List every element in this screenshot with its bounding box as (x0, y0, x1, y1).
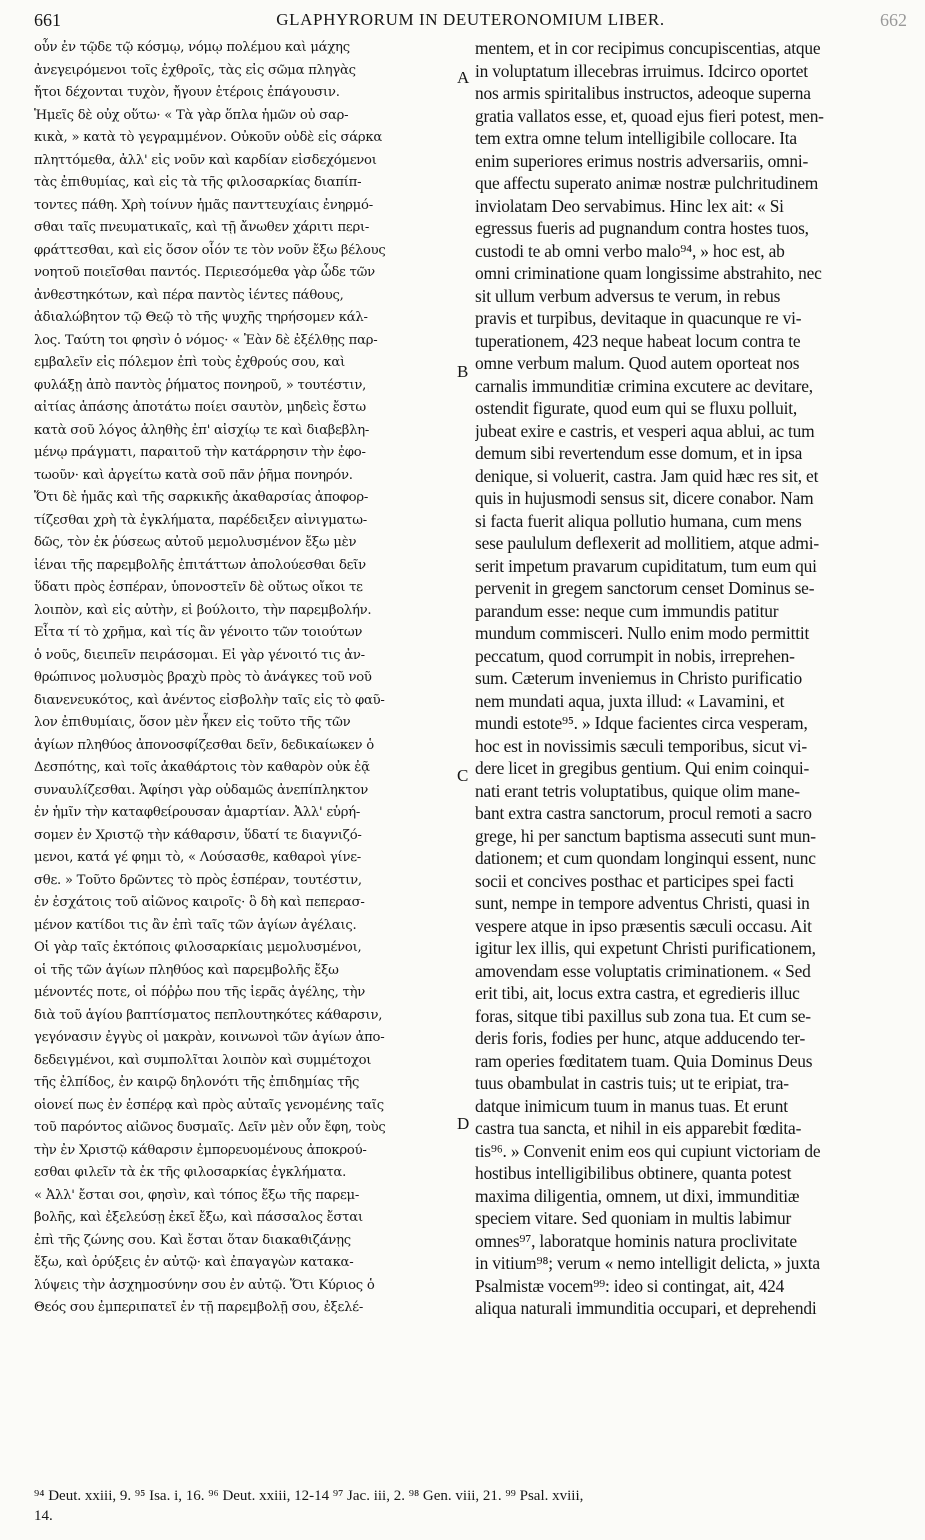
latin-text-line: sese paululum deflexerit ad mollitiem, atque admi- (475, 533, 819, 553)
latin-text-line: quis in hujusmodi sensus sit, dicere conabor. Nam (475, 488, 814, 508)
greek-text-line: ἀνεγειρόμενοι τοῖς ἐχθροῖς, τὰς εἰς σῶμα πληγὰς (34, 62, 356, 78)
margin-marker-c: C (457, 766, 469, 785)
latin-text-line: peccatum, quod corrumpit in nobis, irreprehen- (475, 645, 795, 666)
latin-text-line: pervenit in gregem sanctorum censet Dominus se- (475, 578, 815, 598)
latin-text-line: mundum commisceri. Nullo enim modo permittit (475, 623, 810, 643)
latin-text-line: tis⁹⁶. » Convenit enim eos qui cupiunt victoriam de (475, 1140, 821, 1161)
latin-text-line: nem mundati aqua, juxta illud: « Lavamini, et (475, 690, 785, 711)
greek-text-line: τὰς ἐπιθυμίας, καὶ εἰς τὰ τῆς φιλοσαρκίας διαπίπ- (34, 175, 362, 190)
latin-text-line: dationem; et cum quondam longinqui essent, nunc (475, 848, 816, 868)
greek-text-line: Ἡμεῖς δὲ οὐχ οὕτω· « Τὰ γὰρ ὅπλα ἡμῶν οὐ σαρ- (34, 107, 349, 123)
latin-column (475, 37, 915, 1320)
greek-text-line: βολῆς, καὶ ἐξελεύσῃ ἐκεῖ ἔξω, καὶ πάσσαλος ἔσται (34, 1210, 363, 1225)
greek-text-line: μένοντές ποτε, οἱ πόῤῥω που τῆς ἱερᾶς ἀγέλης, τὴν (34, 985, 365, 1000)
greek-text-line: δῶς, τὸν ἐκ ῥύσεως αὐτοῦ μεμολυσμένον ἔξω μὲν (34, 535, 357, 550)
latin-text-line: custodi te ab omni verbo malo⁹⁴, » hoc est, ab (475, 240, 785, 261)
greek-text-line: λον ἐπιθυμίαις, ὅσον μὲν ἧκεν εἰς τοῦτο τῆς τῶν (34, 715, 351, 730)
greek-text-line: φυλάξῃ ἀπὸ παντὸς ῥήματος πονηροῦ, » τουτέστιν, (34, 377, 367, 393)
latin-text-line: omne verbum malum. Quod autem oporteat nos (475, 353, 800, 373)
greek-text-line: νοητοῦ ποιεῖσθαι παντός. Περιεσόμεθα γὰρ ὧδε τῶν (34, 265, 375, 280)
latin-text-line: vespere atque in ipso præsentis sæculi occasu. Ait (475, 915, 812, 936)
greek-text-line: διανενευκότος, καὶ ἀνέντος εἰσβολὴν ταῖς εἰς τὸ φαῦ- (34, 692, 385, 708)
greek-text-line: οἱ τῆς τῶν ἁγίων πληθύος καὶ παρεμβολῆς ἔξω (34, 962, 339, 978)
latin-text-line: hostibus intelligibilibus obtinere, quanta potest (475, 1163, 792, 1183)
greek-text-line: Οἱ γὰρ ταῖς ἐκτόποις φιλοσαρκίαις μεμολυσμένοι, (34, 940, 362, 955)
latin-text-line: omni criminatione quam longissime abstrahito, nec (475, 263, 822, 283)
latin-text-line: castra tua sancta, et nihil in eis apparebit fœdita- (475, 1118, 802, 1138)
greek-text-line: ἐπὶ τῆς ζώνης σου. Καὶ ἔσται ὅταν διακαθιζάνῃς (34, 1232, 351, 1248)
latin-text-line: datque inimicum tuum in manus tuas. Et erunt (475, 1095, 788, 1116)
greek-text-line: θρώπινος μολυσμὸς βραχὺ πρὸς τὸ ἀνάγκες τοῦ νοῦ (34, 670, 372, 685)
greek-text-line: Ὅτι δὲ ἡμᾶς καὶ τῆς σαρκικῆς ἀκαθαρσίας ἀποφορ- (34, 490, 369, 505)
latin-text-line: tem extra omne telum intelligibile collocare. Ita (475, 128, 797, 148)
latin-text-line: jubeat exire e castris, et vesperi aqua ablui, ac tum (475, 420, 815, 441)
greek-text-line: εσθαι φιλεῖν τὰ ἐκ τῆς φιλοσαρκίας ἐγκλήματα. (34, 1165, 347, 1180)
greek-text-line: οἱονεί πως ἐν ἑσπέρᾳ καὶ πρὸς αὐταῖς γενομένης ταῖς (34, 1097, 384, 1113)
latin-text-line: nati erant tetris voluptatibus, quique olim mane- (475, 780, 800, 801)
greek-column (34, 37, 455, 1320)
greek-text-line: ἐν ἐσχάτοις τοῦ αἰῶνος καιροῖς· ὃ δὴ καὶ πεπερασ- (34, 895, 365, 910)
footnote-line: 14. (34, 1508, 53, 1524)
latin-text-line: sit ullum verbum adversus te verum, in rebus (475, 285, 781, 306)
latin-text-line: bant extra castra sanctorum, procul remoti a sacro (475, 803, 812, 823)
greek-text-line: τίζεσθαι χρὴ τὰ ἐγκλήματα, παρέδειξεν αἰνιγματω- (34, 512, 367, 528)
latin-text-line: amovendam esse voluptatis criminationem. « Sed (475, 960, 811, 981)
latin-text-line: mentem, et in cor recipimus concupiscentias, atque (475, 38, 821, 58)
latin-text-line: carnalis immunditiæ crimina excutere ac devitare, (475, 375, 813, 396)
greek-text-line: μενοι, κατά γέ φημι τὸ, « Λούσασθε, καθαροὶ γίνε- (34, 850, 362, 865)
greek-text-line: « Ἀλλ' ἔσται σοι, φησὶν, καὶ τόπος ἔξω τῆς παρεμ- (34, 1187, 360, 1203)
latin-text-line: enim superiores erimus nostris adversariis, omni- (475, 150, 809, 171)
latin-text-line: serit impetum pravarum cupiditatum, tum eum qui (475, 555, 817, 576)
greek-text-line: λος. Ταύτη τοι φησὶν ὁ νόμος· « Ἐὰν δὲ ἐξέλθῃς παρ- (34, 332, 378, 348)
running-header (34, 6, 907, 36)
greek-text-line: σθε. » Τοῦτο δρῶντες τὸ πρὸς ἑσπέραν, τουτέστιν, (34, 872, 362, 888)
greek-text-line: κικὰ, » κατὰ τὸ γεγραμμένον. Οὐκοῦν οὐδὲ εἰς σάρκα (34, 130, 383, 145)
latin-text-line: sum. Cæterum inveniemus in Christo purificatio (475, 668, 802, 688)
latin-text-line: socii et concives posthac et participes spei facti (475, 870, 794, 891)
greek-text-line: ἐν ἡμῖν τὴν καταφθείρουσαν ἁμαρτίαν. Ἀλλ' εὑρή- (34, 805, 361, 820)
greek-text-line: μένον κατίδοι τις ἂν ἐπὶ ταῖς τῶν ἁγίων ἀγέλαις. (34, 917, 357, 933)
greek-text-line: Θεός σου ἐμπεριπατεῖ ἐν τῇ παρεμβολῇ σου, ἐξελέ- (34, 1300, 364, 1315)
latin-text-line: maxima diligentia, omnem, ut dixi, immunditiæ (475, 1185, 800, 1206)
greek-text-line: τοντες πάθη. Χρὴ τοίνυν ἡμᾶς πανττευχίαις ἐνηρμό- (34, 197, 373, 213)
latin-text-line: aliqua naturali immunditia occupari, et deprehendi (475, 1298, 817, 1318)
greek-text-line: φράττεσθαι, καὶ εἰς ὅσον οἷόν τε τὸν νοῦν ἔξω βέλους (34, 242, 386, 258)
greek-text-line: Εἶτα τί τὸ χρῆμα, καὶ τίς ἂν γένοιτο τῶν τοιούτων (34, 625, 363, 640)
latin-text-line: mundi estote⁹⁵. » Idque facientes circa vesperam, (475, 713, 808, 733)
greek-text-line: σθαι ταῖς πνευματικαῖς, καὶ τῇ ἄνωθεν χάριτι περι- (34, 220, 370, 235)
latin-text-line: in vitium⁹⁸; verum « nemo intelligit delicta, » juxta (475, 1253, 820, 1273)
latin-text-line: gratia vallatos esse, et, quoad ejus fieri potest, men- (475, 105, 824, 126)
latin-text-line: omnes⁹⁷, laboratque hominis natura proclivitate (475, 1230, 797, 1251)
greek-text-line: σομεν ἐν Χριστῷ τὴν κάθαρσιν, ὕδατί τε διαγνιζό- (34, 827, 362, 843)
greek-text-line: γεγόνασιν ἐγγὺς οἱ μακρὰν, κοινωνοὶ τῶν ἁγίων ἀπο- (34, 1030, 385, 1045)
left-page-number: 661 (34, 10, 61, 30)
latin-text-line: erit tibi, ait, locus extra castra, et egredieris illuc (475, 983, 800, 1003)
greek-text-line: πληττόμεθα, ἀλλ' εἰς νοῦν καὶ καρδίαν εἰσδεχόμενοι (34, 152, 377, 168)
greek-text-line: Δεσπότης, καὶ τοῖς ἀκαθάρτοις τὸν καθαρὸν οὐκ ἐᾷ (34, 760, 370, 775)
greek-text-line: ἔξω, καὶ ὀρύξεις ἐν αὐτῷ· καὶ ἐπαγαγὼν κατακα- (34, 1255, 354, 1270)
latin-text-line: que affectu superato animæ nostræ pulchritudinem (475, 173, 819, 193)
latin-text-line: igitur lex illis, qui expetunt Christi purificationem, (475, 938, 816, 958)
latin-text-line: hoc est in novissimis sæculi temporibus, sicut vi- (475, 735, 808, 756)
greek-text-line: ἰέναι τῆς παρεμβολῆς ἐπιτάττων ἀπολούεσθαι δεῖν (34, 557, 366, 573)
latin-text-line: egressus fueris ad pugnandum contra hostes tuos, (475, 218, 809, 238)
greek-text-line: μένῳ πράγματι, παραιτοῦ τὴν κατάρρησιν τὴν ἐφο- (34, 445, 366, 460)
greek-text-line: ἤτοι δέχονται τυχὸν, ἤγουν ἑτέροις ἐπάγουσιν. (34, 85, 340, 100)
greek-text-line: αἰτίας ἁπάσης ἀποτάτω ποίει σαυτὸν, μηδεὶς ἔστω (34, 400, 366, 415)
greek-text-line: δεδειγμένοι, καὶ συμπολῖται λοιπὸν καὶ συμμέτοχοι (34, 1052, 372, 1068)
greek-text-line: εμβαλεῖν εἰς πόλεμον ἐπὶ τοὺς ἐχθρούς σου, καὶ (34, 355, 345, 370)
latin-text-line: ostendit figurate, quod eum qui se fluxu polluit, (475, 398, 798, 418)
latin-text-line: parandum esse: neque cum immundis patitur (475, 600, 779, 621)
margin-marker-a: A (457, 68, 470, 87)
greek-text-line: τὴν ἐν Χριστῷ κάθαρσιν ἐμπορευομένους ἀποκρού- (34, 1142, 367, 1158)
latin-text-line: denique, si voluerit, castra. Jam quid hæc res sit, et (475, 465, 819, 486)
greek-text-line: λύψεις τὴν ἀσχημοσύνην σου ἐν αὐτῷ. Ὅτι Κύριος ὁ (34, 1277, 375, 1293)
latin-text-line: in voluptatum illecebras irruimus. Idcirco oportet (475, 60, 808, 81)
latin-text-line: tuperationem, 423 neque habeat locum contra te (475, 330, 801, 351)
footnotes (34, 1486, 914, 1526)
latin-text-line: sunt, nempe in tempore adventus Christi, quasi in (475, 893, 810, 913)
latin-text-line: speciem vitare. Sed quoniam in multis labimur (475, 1208, 792, 1228)
latin-text-line: foras, sitque tibi paxillus sub zona tua. Et cum se- (475, 1005, 811, 1026)
latin-text-line: inviolatam Deo servabimus. Hinc lex ait: « Si (475, 195, 784, 216)
greek-text-line: τοῦ παρόντος αἰῶνος δυσμαῖς. Δεῖν μὲν οὖν ἔφη, τοὺς (34, 1120, 386, 1135)
greek-text-line: συναυλίζεσθαι. Ἀφίησι γὰρ οὐδαμῶς ἀνεπίπληκτον (34, 782, 369, 798)
footnote-line: ⁹⁴ Deut. xxiii, 9. ⁹⁵ Isa. i, 16. ⁹⁶ Deut. xxiii, 12-14 ⁹⁷ Jac. iii, 2. ⁹⁸ Gen. viii, 21. ⁹⁹ Psal. xviii, (34, 1488, 584, 1504)
greek-text-line: τωοῦν· καὶ ἀργείτω κατὰ σοῦ πᾶν ῥῆμα πονηρόν. (34, 467, 353, 483)
greek-text-line: λοιπὸν, καὶ εἰς αὐτὴν, εἰ βούλοιτο, τὴν παρεμβολήν. (34, 602, 372, 618)
latin-text-line: nos armis spiritalibus instructos, adeoque superna (475, 83, 811, 103)
greek-text-line: κατὰ σοῦ λόγος ἀληθὴς ἐπ' αἰσχίῳ τε καὶ διαβεβλη- (34, 422, 370, 438)
greek-text-line: ἁγίων πληθύος ἀπονοσφίζεσθαι δεῖν, δεδικαίωκεν ὁ (34, 737, 374, 753)
latin-text-line: demum sibi revertendum esse domum, et in ipsa (475, 443, 803, 463)
greek-text-line: ὁ νοῦς, διειπεῖν πειράσομαι. Εἰ γὰρ γένοιτό τις ἀν- (34, 647, 365, 663)
greek-text-line: ἀνθεστηκότων, καὶ πέρα παντὸς ἰέντες πάθους, (34, 287, 344, 303)
margin-marker-d: D (457, 1114, 470, 1133)
greek-text-line: διὰ τοῦ ἁγίου βαπτίσματος πεπλουτηκότες κάθαρσιν, (34, 1007, 383, 1023)
right-page-number: 662 (880, 10, 907, 30)
greek-text-line: τῆς ἐλπίδος, ἐν καιρῷ δηλονότι τῆς ἐπιδημίας τῆς (34, 1075, 360, 1090)
latin-text-line: Psalmistæ vocem⁹⁹: ideo si contingat, ait, 424 (475, 1275, 785, 1296)
greek-text-line: ὕδατι πρὸς ἑσπέραν, ὑπονοστεῖν δὲ οὕτως οἴκοι τε (34, 580, 363, 595)
latin-text-line: tuus obambulat in castris tuis; ut te eripiat, tra- (475, 1073, 789, 1093)
latin-text-line: grege, hi per sanctum baptisma assecuti sunt mun- (475, 825, 816, 846)
latin-text-line: deris foris, fodies per hunc, atque adducendo ter- (475, 1028, 806, 1048)
margin-marker-b: B (457, 362, 469, 381)
latin-text-line: ram operies fœditatem tuam. Quia Dominus Deus (475, 1050, 813, 1071)
greek-text-line: ἀδιαλώβητον τῷ Θεῷ τὸ τῆς ψυχῆς τηρήσομεν κάλ- (34, 310, 368, 325)
latin-text-line: dere licet in gregibus gentium. Qui enim coinqui- (475, 758, 810, 778)
latin-text-line: si facta fuerit aliqua pollutio humana, cum mens (475, 510, 802, 531)
latin-text-line: pravis et turpibus, devitaque in quacunque re vi- (475, 308, 802, 328)
running-title: GLAPHYRORUM IN DEUTERONOMIUM LIBER. (276, 10, 665, 29)
greek-text-line: οὖν ἐν τῷδε τῷ κόσμῳ, νόμῳ πολέμου καὶ μάχης (34, 40, 350, 55)
